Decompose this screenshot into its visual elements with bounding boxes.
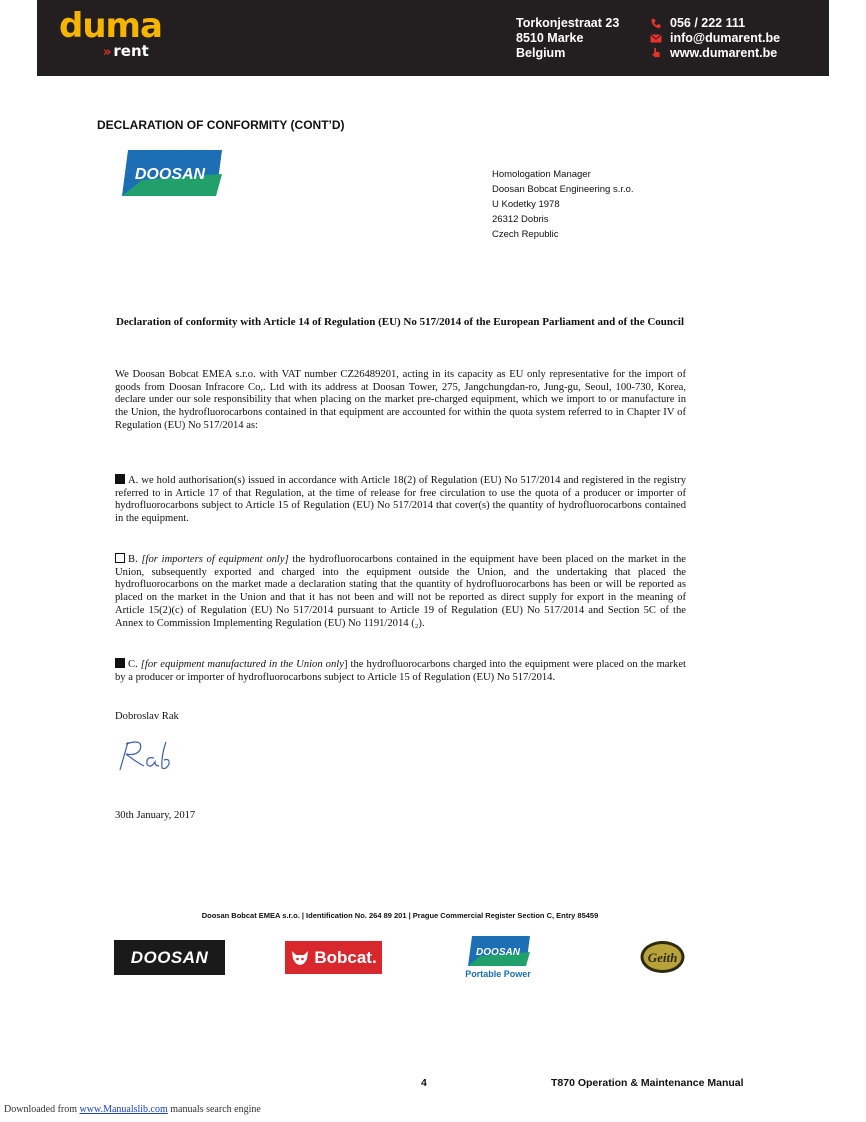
recipient-line-2: Doosan Bobcat Engineering s.r.o. xyxy=(492,184,634,195)
option-b-text: the hydrofluorocarbons contained in the equipment have been placed on the market in the Union, subsequently exported and charged into the equipment outside the Union, and the undertaking that placed the hydrofluorocarbons on the market made a declaration stating that the quantity of hydrofluorocarbons has been or will be reported as placed on the market in the Union and that it has not been and will not be reported as direct supply for export in the meaning of Article 15(2)(c) of Regulation (EU) No 517/2014 pursuant to Article 19 of Regulation (EU) No 517/2014 and Section 5C of the Annex to Commission Implementing Regulation (EU) No 1191/2014 (₂). xyxy=(115,554,686,629)
option-c-prefix: C. xyxy=(128,659,141,670)
manual-title: T870 Operation & Maintenance Manual xyxy=(551,1077,744,1089)
doosan-logo-text: DOOSAN xyxy=(134,166,206,183)
downloaded-from-line xyxy=(4,1104,261,1115)
downloaded-prefix: Downloaded from xyxy=(4,1104,80,1115)
option-b xyxy=(115,553,686,630)
address-line-2: 8510 Marke xyxy=(516,31,584,45)
manualslib-link[interactable]: www.Manualslib.com xyxy=(79,1104,168,1115)
page-number: 4 xyxy=(421,1077,427,1089)
rent-label: rent xyxy=(113,42,149,60)
option-a-text: A. we hold authorisation(s) issued in accordance with Article 18(2) of Regulation (EU) No 517/2014 and registered in the registry referred to in Article 17 of that Regulation, at the time of release for free circulation to use the quota of a producer or importer of hydrofluorocarbons subject to Article 15 of Regulation (EU) No 517/2014 that cover(s) the quantity of hydrofluorocarbons contained in the equipment. xyxy=(115,475,686,525)
company-registration-line: Doosan Bobcat EMEA s.r.o. | Identification No. 264 89 201 | Prague Commercial Register Section C, Entry 85459 xyxy=(201,911,599,920)
address-line-3: Belgium xyxy=(516,46,566,60)
recipient-line-4: 26312 Dobris xyxy=(492,214,549,225)
doosan-brand-logo: DOOSAN xyxy=(114,940,225,975)
bobcat-brand-logo xyxy=(285,941,382,974)
option-a xyxy=(115,474,686,526)
declaration-heading: Declaration of conformity with Article 14 of Regulation (EU) No 517/2014 of the European Parliament and of the Council xyxy=(115,316,685,328)
header-band xyxy=(37,0,829,76)
cursor-icon xyxy=(650,47,662,58)
duma-logo: duma xyxy=(59,6,162,46)
phone-icon xyxy=(650,18,662,29)
rent-logo xyxy=(103,42,149,60)
signature-date: 30th January, 2017 xyxy=(115,810,196,821)
option-b-checkbox xyxy=(115,553,125,563)
portable-logo-text: DOOSAN xyxy=(476,947,520,958)
geith-logo xyxy=(640,940,685,974)
option-c-checkbox xyxy=(115,658,125,668)
website-link[interactable]: www.dumarent.be xyxy=(670,46,778,60)
option-b-italic: [for importers of equipment only] xyxy=(141,554,289,565)
portable-power-text: Portable Power xyxy=(465,969,531,979)
declaration-title: DECLARATION OF CONFORMITY (CONT’D) xyxy=(97,118,345,132)
downloaded-suffix: manuals search engine xyxy=(167,1104,261,1115)
phone-number[interactable]: 056 / 222 111 xyxy=(670,16,746,30)
recipient-line-5: Czech Republic xyxy=(492,229,559,240)
geith-logo-text: Geith xyxy=(647,950,678,965)
chevron-icon: » xyxy=(103,45,112,60)
recipient-line-3: U Kodetky 1978 xyxy=(492,199,560,210)
bobcat-head-icon xyxy=(290,949,310,967)
option-a-checkbox xyxy=(115,474,125,484)
signer-name: Dobroslav Rak xyxy=(115,711,179,722)
option-c xyxy=(115,658,686,684)
option-c-italic: [for equipment manufactured in the Union only xyxy=(140,659,344,670)
email-address[interactable]: info@dumarent.be xyxy=(670,31,781,45)
option-c-text: ] the hydrofluorocarbons charged into the equipment were placed on the market by a producer or importer of hydrofluorocarbons subject to Article 15 of Regulation (EU) No 517/2014. xyxy=(115,659,686,683)
recipient-line-1: Homologation Manager xyxy=(492,169,591,180)
option-b-prefix: B. xyxy=(128,554,142,565)
doosan-logo xyxy=(122,150,222,196)
email-icon xyxy=(650,33,662,44)
portable-power-logo xyxy=(468,936,530,966)
intro-paragraph: We Doosan Bobcat EMEA s.r.o. with VAT number CZ26489201, acting in its capacity as EU only representative for the import of goods from Doosan Infracore Co,. Ltd with its address at Doosan Tower, 275, Jangchungdan-ro, Jung-gu, Seoul, 100-730, Korea, declare under our sole responsibility that when placing on the market pre-charged equipment, which we import to or manufacture in the Union, the hydrofluorocarbons contained in that equipment are accounted for within the quota system referred to in Chapter IV of Regulation (EU) No 517/2014 as: xyxy=(115,369,686,431)
address-line-1: Torkonjestraat 23 xyxy=(516,16,620,30)
bobcat-brand-text: Bobcat. xyxy=(314,947,377,967)
signature xyxy=(114,736,178,778)
